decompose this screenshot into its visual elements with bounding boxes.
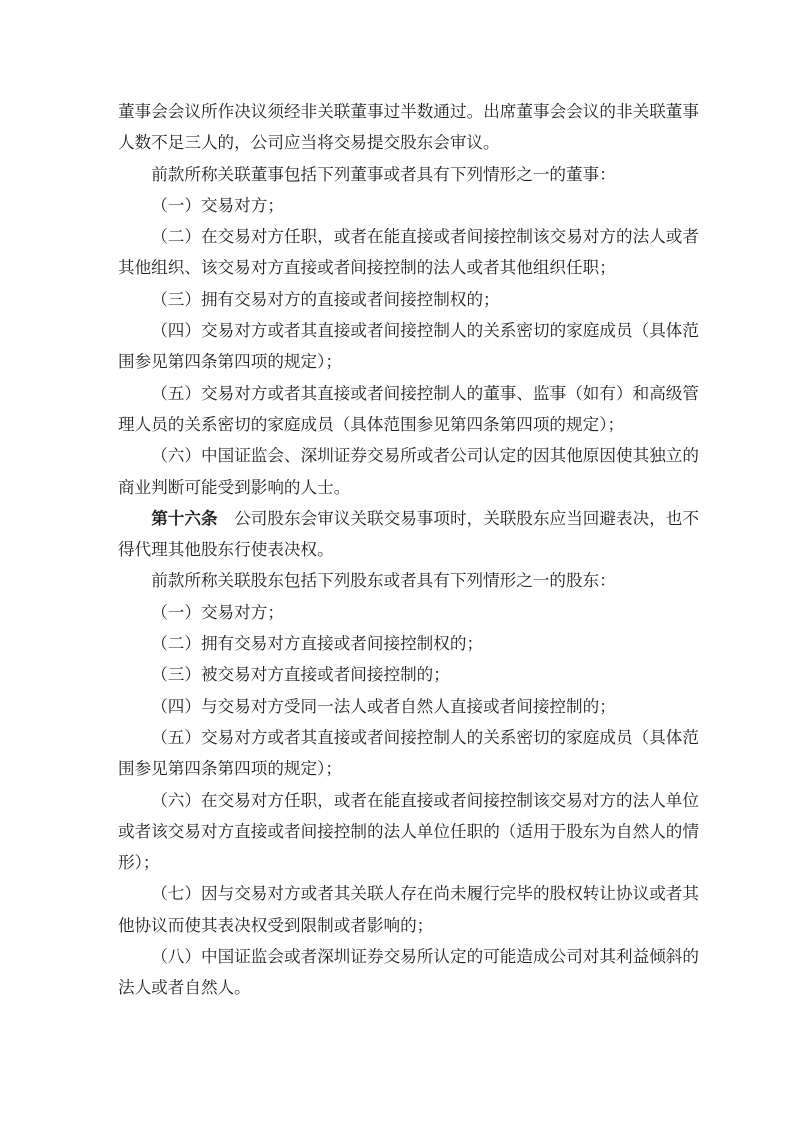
text-line: 董事会会议所作决议须经非关联董事过半数通过。出席董事会会议的非关联董事 [118, 102, 699, 121]
text-line: 或者该交易对方直接或者间接控制的法人单位任职的（适用于股东为自然人的情 [118, 821, 699, 841]
paragraph [118, 691, 699, 722]
paragraph [118, 878, 699, 941]
text-line: （四）交易对方或者其直接或者间接控制人的关系密切的家庭成员（具体范 [151, 321, 699, 341]
text-line: （六）在交易对方任职，或者在能直接或者间接控制该交易对方的法人单位 [151, 790, 699, 810]
text-line: （二）拥有交易对方直接或者间接控制权的； [151, 634, 484, 654]
paragraph [118, 722, 699, 785]
text-line: 形）； [118, 853, 160, 873]
text-line [118, 503, 699, 534]
text-line: 其他组织、该交易对方直接或者间接控制的法人或者其他组织任职； [118, 258, 616, 278]
text-line: 前款所称关联股东包括下列股东或者具有下列情形之一的股东： [151, 571, 616, 591]
paragraph [118, 440, 699, 503]
paragraph [118, 159, 699, 190]
paragraph [118, 503, 699, 566]
text-line: 商业判断可能受到影响的人士。 [118, 477, 351, 497]
text-line: （八）中国证监会或者深圳证券交易所认定的可能造成公司对其利益倾斜的 [151, 947, 699, 967]
paragraph [118, 221, 699, 284]
text-line: 围参见第四条第四项的规定）； [118, 759, 343, 779]
text-line: （一）交易对方； [151, 195, 284, 215]
text-line: 人数不足三人的，公司应当将交易提交股东会审议。 [118, 133, 500, 153]
article-number: 第十六条 [151, 508, 218, 528]
text-line: （四）与交易对方受同一法人或者自然人直接或者间接控制的； [151, 696, 616, 716]
paragraph [118, 785, 699, 879]
text-line: （五）交易对方或者其直接或者间接控制人的关系密切的家庭成员（具体范 [151, 727, 699, 747]
text-line: 法人或者自然人。 [118, 978, 251, 998]
text-line: （一）交易对方； [151, 602, 284, 622]
paragraph [118, 315, 699, 378]
paragraph [118, 378, 699, 441]
text-line: （七）因与交易对方或者其关联人存在尚未履行完毕的股权转让协议或者其 [151, 884, 699, 904]
text-line: （六）中国证监会、深圳证券交易所或者公司认定的因其他原因使其独立的 [151, 446, 699, 466]
text-line: 得代理其他股东行使表决权。 [118, 540, 334, 560]
paragraph [118, 190, 699, 221]
paragraph [118, 284, 699, 315]
paragraph [118, 96, 699, 159]
text-segment: 公司股东会审议关联交易事项时，关联股东应当回避表决，也不 [217, 508, 700, 528]
text-line: （三）拥有交易对方的直接或者间接控制权的； [151, 289, 500, 309]
paragraph [118, 659, 699, 690]
paragraph [118, 941, 699, 1004]
text-line: 前款所称关联董事包括下列董事或者具有下列情形之一的董事： [151, 164, 616, 184]
paragraph [118, 597, 699, 628]
paragraph [118, 628, 699, 659]
text-line: 理人员的关系密切的家庭成员（具体范围参见第四条第四项的规定）； [118, 414, 625, 434]
text-line: （五）交易对方或者其直接或者间接控制人的董事、监事（如有）和高级管 [151, 383, 699, 403]
document-body [118, 96, 699, 1004]
text-line: （三）被交易对方直接或者间接控制的； [151, 665, 450, 685]
text-line: 他协议而使其表决权受到限制或者影响的； [118, 915, 434, 935]
paragraph [118, 565, 699, 596]
text-line: 围参见第四条第四项的规定）； [118, 352, 343, 372]
text-line: （二）在交易对方任职，或者在能直接或者间接控制该交易对方的法人或者 [151, 227, 699, 247]
